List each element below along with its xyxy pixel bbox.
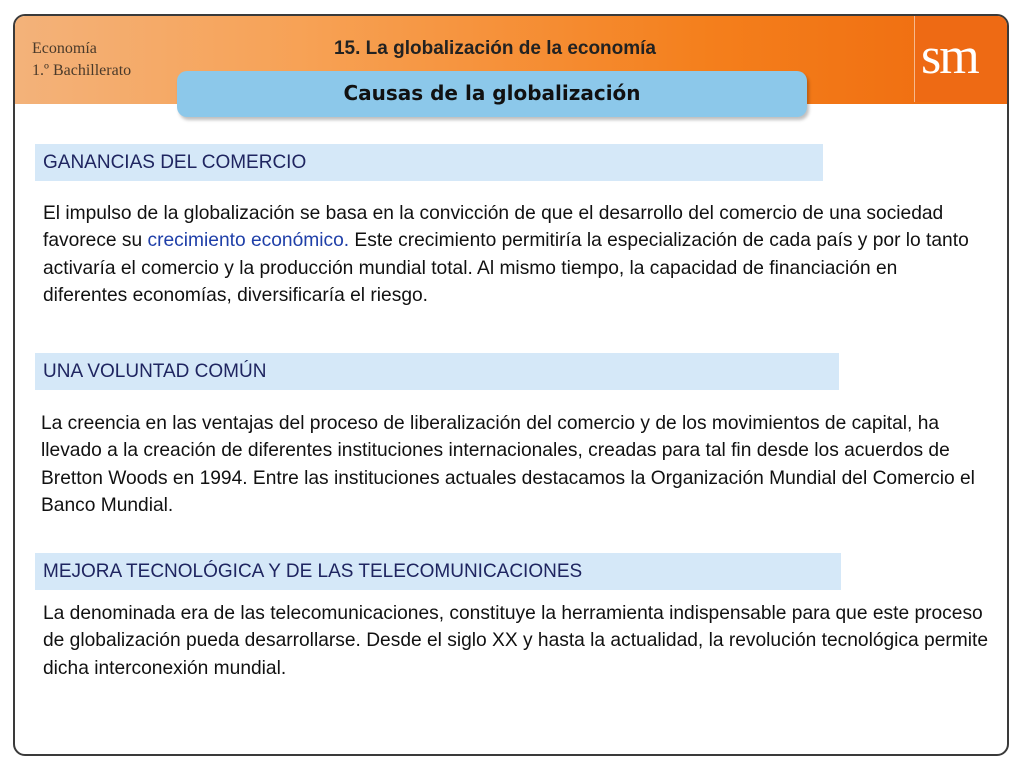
slide-frame (13, 14, 1009, 756)
slide-title-bar (177, 71, 807, 117)
section-body-ganancias (43, 200, 983, 310)
sm-logo-text: sm (921, 28, 978, 85)
body-text: Este crecimiento permitiría la especialización de cada país y por lo tanto activaría el comercio y la producción mundial total. Al mismo tiempo, la capacidad de financiación en diferentes economías, diversificaría el riesgo. (43, 230, 969, 307)
section-heading-tecnologia: MEJORA TECNOLÓGICA Y DE LAS TELECOMUNICACIONES (35, 553, 841, 590)
subject-name: Economía (32, 40, 97, 57)
course-level: 1.º Bachillerato (32, 62, 132, 79)
economic-growth-link[interactable]: crecimiento económico. (147, 230, 350, 252)
section-body-voluntad: La creencia en las ventajas del proceso de liberalización del comercio y de los movimientos de capital, ha llevado a la creación de diferentes instituciones internacionales, creadas para tal fin desde los acuerdos de Bretton Woods en 1994. Entre las instituciones actuales destacamos la Organización Mundial del Comercio el Banco Mundial. (41, 413, 975, 517)
slide-title: Causas de la globalización (343, 81, 641, 105)
publisher-logo (914, 16, 1007, 102)
section-body-tecnologia: La denominada era de las telecomunicaciones, constituye la herramienta indispensable para que este proceso de globalización pueda desarrollarse. Desde el siglo XX y hasta la actualidad, la revolución tecnológica permite dicha interconexión mundial. (43, 603, 989, 679)
subject-label (32, 38, 131, 82)
section-heading-ganancias: GANANCIAS DEL COMERCIO (35, 144, 823, 181)
body-text: El impulso de la globalización se basa en la convicción de que el desarrollo del comercio de una sociedad favorece su (43, 203, 944, 252)
section-heading-voluntad: UNA VOLUNTAD COMÚN (35, 353, 839, 390)
chapter-title: 15. La globalización de la economía (333, 38, 657, 59)
